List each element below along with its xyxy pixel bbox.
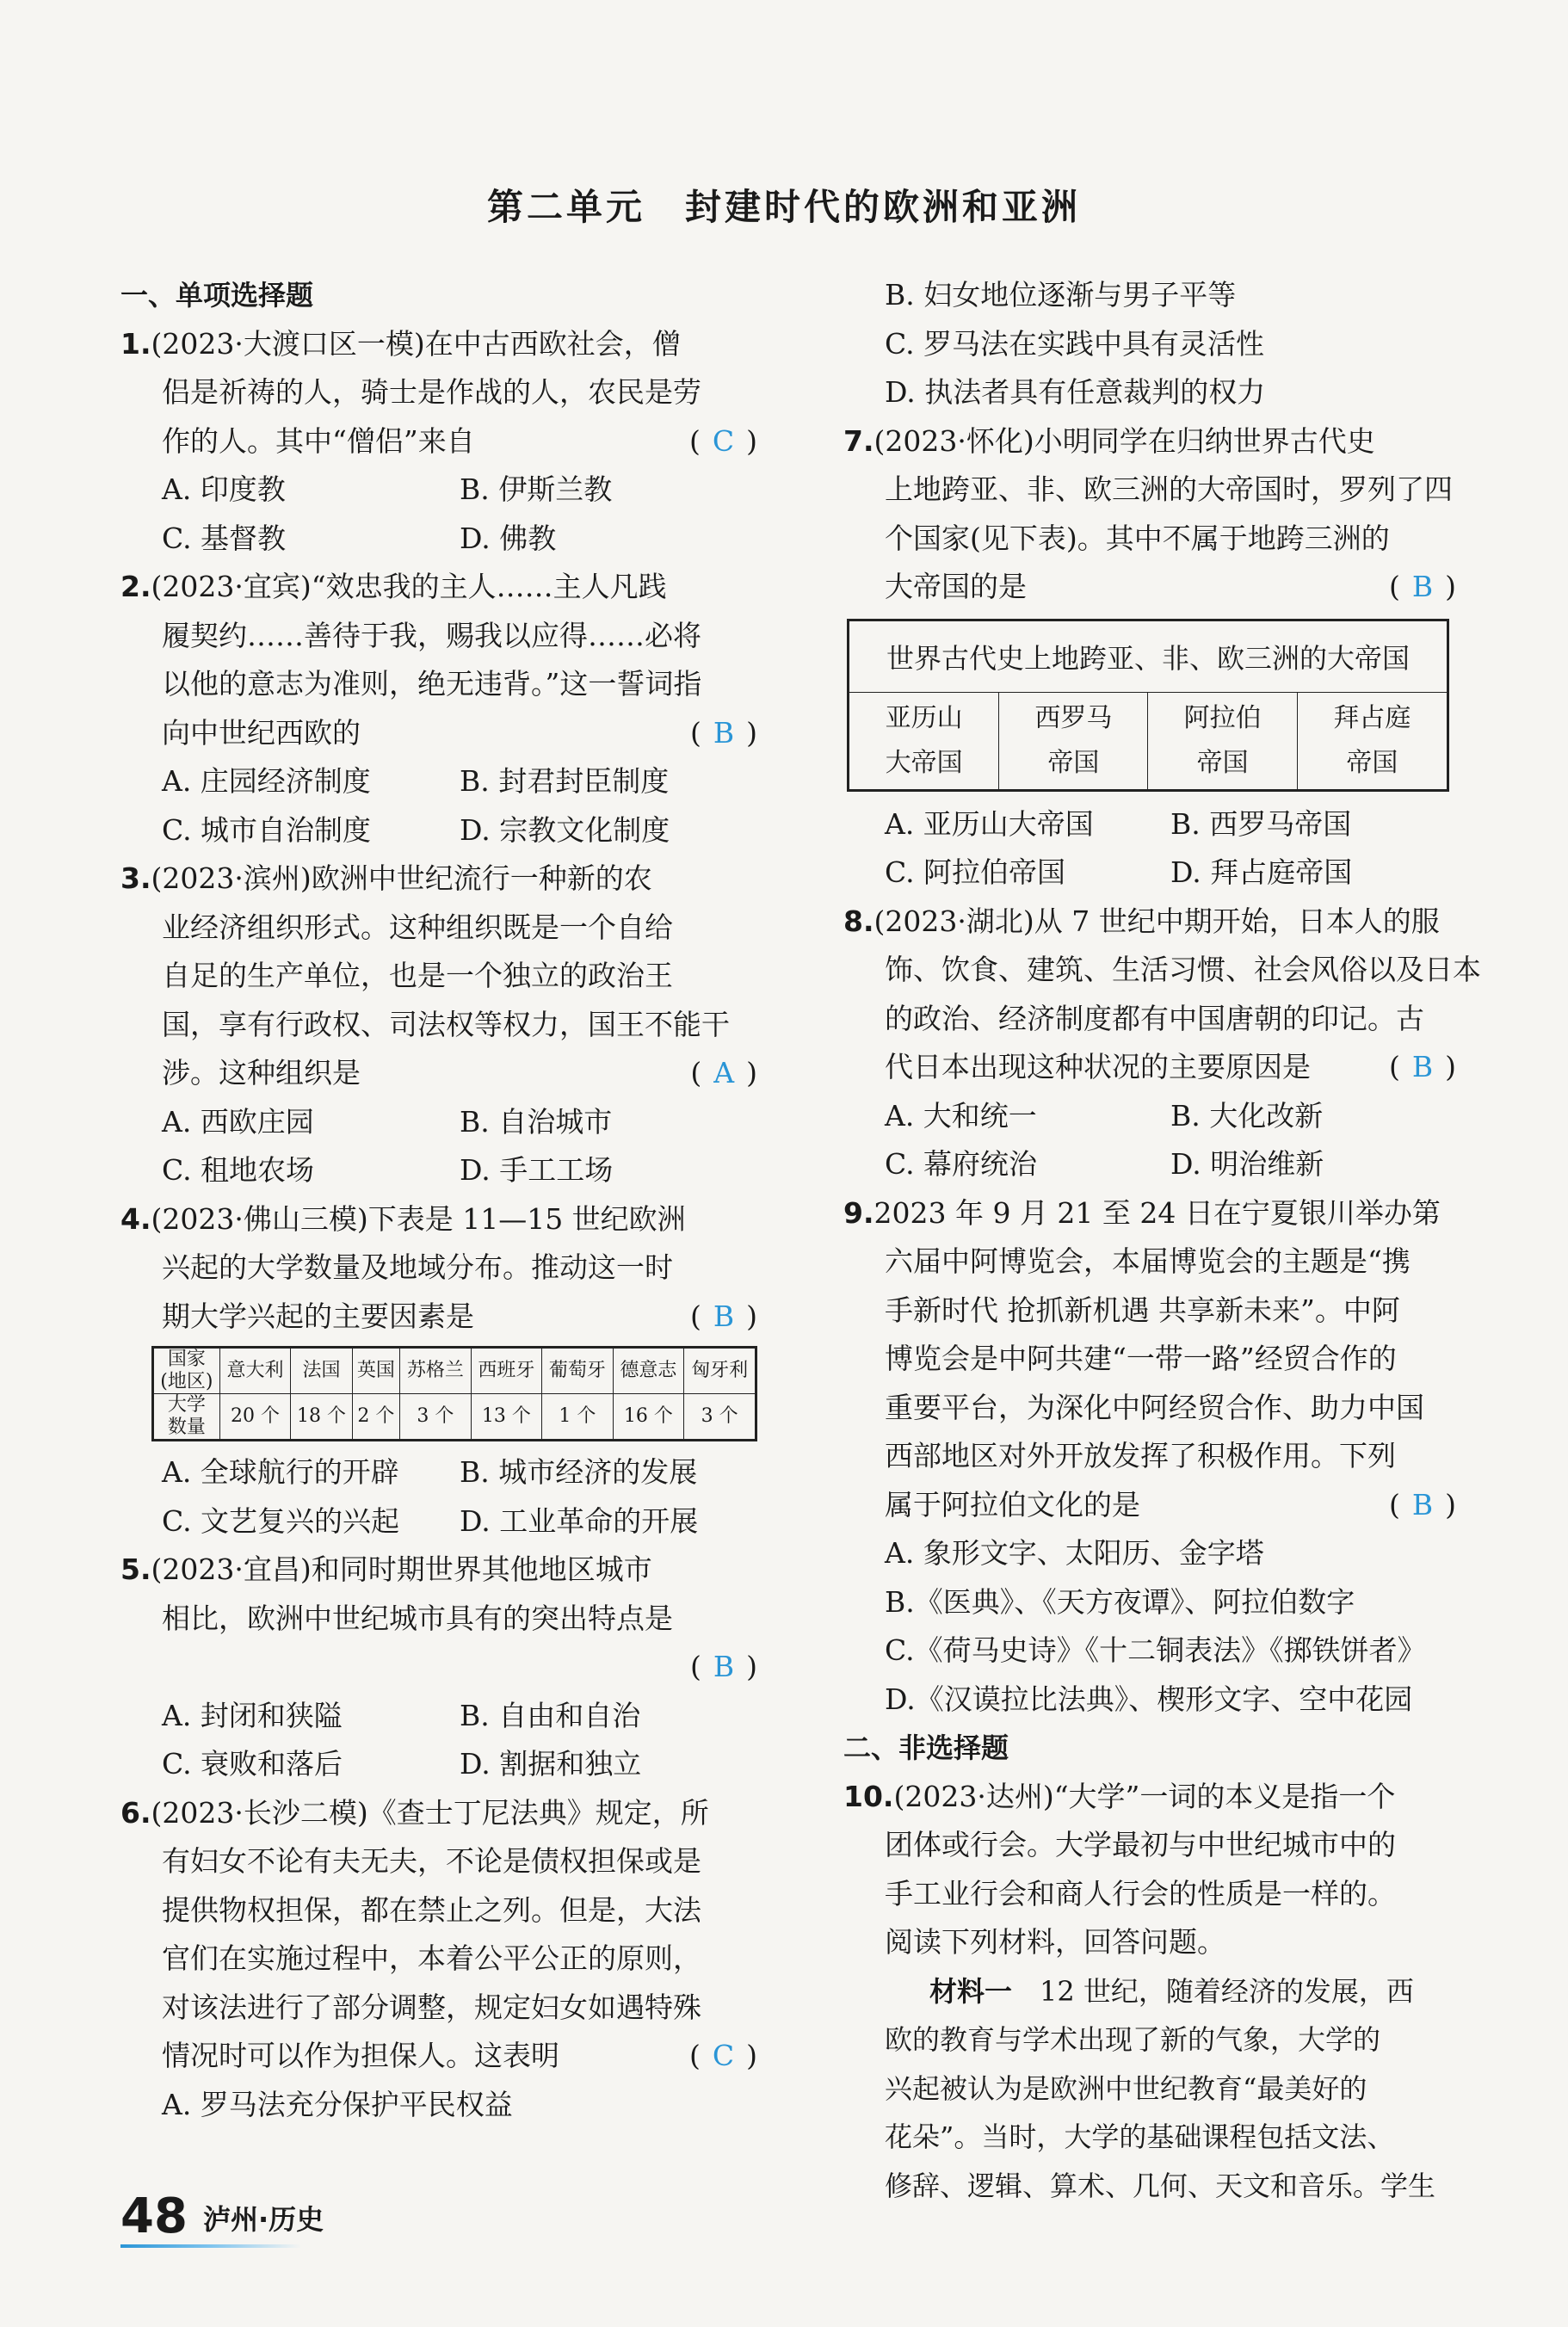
option: C. 租地农场 bbox=[162, 1153, 315, 1187]
options-row bbox=[120, 1497, 757, 1546]
question-6-line: 有妇女不论有夫无夫，不论是债权担保或是 bbox=[162, 1844, 701, 1878]
option: D. 割据和独立 bbox=[460, 1747, 642, 1781]
answer-bracket: ( B ) bbox=[1388, 570, 1456, 603]
table-cell: 英国 bbox=[352, 1348, 399, 1394]
option: D. 手工工场 bbox=[460, 1153, 614, 1187]
question-9-line: 六届中阿博览会，本届博览会的主题是“携 bbox=[885, 1244, 1411, 1278]
options-row bbox=[120, 1448, 757, 1497]
empire-table bbox=[847, 619, 1449, 792]
option: D. 工业革命的开展 bbox=[460, 1503, 699, 1538]
question-8-line: 饰、饮食、建筑、生活习惯、社会风俗以及日本 bbox=[885, 953, 1481, 986]
options-row bbox=[120, 1692, 757, 1741]
option: B. 大化改新 bbox=[1170, 1098, 1324, 1133]
option: C. 基督教 bbox=[162, 521, 287, 555]
question-9-line: 9.2023 年 9 月 21 至 24 日在宁夏银川举办第 bbox=[843, 1195, 1441, 1230]
question-5-line bbox=[120, 1643, 757, 1692]
question-8-line: 8.(2023·湖北)从 7 世纪中期开始，日本人的服 bbox=[843, 904, 1440, 938]
option: C. 阿拉伯帝国 bbox=[885, 855, 1066, 889]
question-1-line: 侣是祈祷的人，骑士是作战的人，农民是劳 bbox=[162, 375, 701, 409]
table-cell: 意大利 bbox=[219, 1348, 291, 1394]
page-footer bbox=[120, 2188, 324, 2244]
options-row bbox=[120, 1740, 757, 1789]
question-7-line: 上地跨亚、非、欧三洲的大帝国时，罗列了四 bbox=[885, 472, 1453, 506]
question-10-line: 手工业行会和商人行会的性质是一样的。 bbox=[885, 1876, 1396, 1910]
option: B. 西罗马帝国 bbox=[1170, 806, 1352, 841]
question-7-line: 个国家(见下表)。其中不属于地跨三洲的 bbox=[885, 521, 1390, 555]
question-3-line: 3.(2023·滨州)欧洲中世纪流行一种新的农 bbox=[120, 861, 652, 895]
table-cell: 德意志 bbox=[613, 1348, 684, 1394]
option: A. 封闭和狭隘 bbox=[162, 1698, 343, 1732]
table-header-cell: 国家 (地区) bbox=[153, 1348, 220, 1394]
question-9-line: 属于阿拉伯文化的是 ( B ) bbox=[843, 1481, 1456, 1530]
option: B. 城市经济的发展 bbox=[460, 1455, 698, 1489]
question-3-line: 国，享有行政权、司法权等权力，国王不能干 bbox=[162, 1007, 730, 1041]
option: C. 衰败和落后 bbox=[162, 1747, 343, 1781]
question-7-line: 7.(2023·怀化)小明同学在归纳世界古代史 bbox=[843, 423, 1375, 458]
table-cell: 葡萄牙 bbox=[542, 1348, 614, 1394]
section-heading-1: 一、单项选择题 bbox=[120, 279, 314, 312]
options-row bbox=[120, 1098, 757, 1147]
options-row bbox=[843, 800, 1456, 849]
answer-value: C bbox=[712, 423, 735, 458]
option: C.《荷马史诗》《十二铜表法》《掷铁饼者》 bbox=[885, 1633, 1426, 1667]
question-number: 2. bbox=[120, 570, 151, 603]
options-row bbox=[120, 757, 757, 806]
table-header-cell: 大学 数量 bbox=[153, 1394, 220, 1441]
table-cell: 20 个 bbox=[219, 1394, 291, 1441]
question-2-line: 向中世纪西欧的 ( B ) bbox=[120, 709, 757, 758]
table-cell: 16 个 bbox=[613, 1394, 684, 1441]
section-heading-2: 二、非选择题 bbox=[843, 1731, 1009, 1764]
options-row bbox=[843, 849, 1456, 898]
page-title: 第二单元 封建时代的欧洲和亚洲 bbox=[486, 186, 1081, 228]
table-cell: 3 个 bbox=[684, 1394, 756, 1441]
question-10-line: 团体或行会。大学最初与中世纪城市中的 bbox=[885, 1828, 1396, 1861]
option: B. 自治城市 bbox=[460, 1104, 613, 1139]
question-number: 10. bbox=[843, 1779, 894, 1813]
question-6-line: 情况时可以作为担保人。这表明 ( C ) bbox=[120, 2032, 757, 2081]
answer-value: B bbox=[713, 1299, 735, 1333]
question-9-line: 西部地区对外开放发挥了积极作用。下列 bbox=[885, 1439, 1396, 1472]
question-number: 6. bbox=[120, 1795, 151, 1830]
answer-bracket: ( C ) bbox=[689, 423, 757, 458]
question-8-line: 的政治、经济制度都有中国唐朝的印记。古 bbox=[885, 1001, 1424, 1035]
brand-underline bbox=[120, 2244, 301, 2248]
answer-bracket: ( B ) bbox=[1388, 1487, 1456, 1522]
table-cell: 1 个 bbox=[542, 1394, 614, 1441]
question-3-line: 涉。这种组织是 ( A ) bbox=[120, 1049, 757, 1098]
material-line: 兴起被认为是欧洲中世纪教育“最美好的 bbox=[885, 2071, 1367, 2105]
answer-value: A bbox=[713, 1056, 735, 1089]
option: B. 伊斯兰教 bbox=[460, 472, 613, 506]
answer-value: B bbox=[1411, 570, 1434, 603]
options-row bbox=[120, 466, 757, 515]
option: D. 拜占庭帝国 bbox=[1170, 855, 1353, 889]
table-cell: 拜占庭 帝国 bbox=[1297, 692, 1448, 790]
table-cell: 18 个 bbox=[291, 1394, 352, 1441]
question-number: 4. bbox=[120, 1201, 151, 1236]
answer-bracket: ( C ) bbox=[689, 2039, 757, 2072]
options-row bbox=[120, 806, 757, 855]
question-10-line: 阅读下列材料，回答问题。 bbox=[885, 1925, 1225, 1959]
right-column bbox=[843, 271, 1481, 2210]
book-brand: 泸州·历史 bbox=[202, 2203, 324, 2236]
answer-bracket: ( B ) bbox=[1388, 1050, 1456, 1083]
option: B.《医典》、《天方夜谭》、阿拉伯数字 bbox=[885, 1584, 1355, 1619]
table-cell: 西罗马 帝国 bbox=[999, 692, 1148, 790]
options-row bbox=[843, 1092, 1456, 1141]
material-line: 材料一 12 世纪，随着经济的发展，西 bbox=[929, 1974, 1414, 2008]
table-cell: 亚历山 大帝国 bbox=[849, 692, 999, 790]
table-row bbox=[153, 1394, 756, 1441]
table-cell: 2 个 bbox=[352, 1394, 399, 1441]
material-line: 修辞、逻辑、算术、几何、天文和音乐。学生 bbox=[885, 2169, 1436, 2202]
question-9-line: 博览会是中阿共建“一带一路”经贸合作的 bbox=[885, 1342, 1397, 1375]
table-row bbox=[849, 620, 1448, 692]
option: A. 象形文字、太阳历、金字塔 bbox=[885, 1536, 1264, 1570]
university-table bbox=[151, 1346, 757, 1441]
question-6-line: 对该法进行了部分调整，规定妇女如遇特殊 bbox=[162, 1990, 701, 2024]
question-10-line: 10.(2023·达州)“大学”一词的本义是指一个 bbox=[843, 1779, 1396, 1813]
option: C. 幕府统治 bbox=[885, 1147, 1038, 1181]
question-5-line: 5.(2023·宜昌)和同时期世界其他地区城市 bbox=[120, 1552, 652, 1586]
option: D. 执法者具有任意裁判的权力 bbox=[885, 375, 1266, 409]
table-cell: 西班牙 bbox=[471, 1348, 542, 1394]
question-number: 5. bbox=[120, 1552, 151, 1586]
option: A. 印度教 bbox=[162, 472, 286, 506]
material-line: 欧的教育与学术出现了新的气象，大学的 bbox=[885, 2023, 1381, 2056]
question-8-line: 代日本出现这种状况的主要原因是 ( B ) bbox=[843, 1043, 1456, 1092]
left-column bbox=[120, 271, 757, 2129]
option: C. 文艺复兴的兴起 bbox=[162, 1503, 400, 1538]
question-number: 3. bbox=[120, 861, 151, 895]
question-number: 8. bbox=[843, 904, 874, 938]
question-1-line: 1.(2023·大渡口区一模)在中古西欧社会，僧 bbox=[120, 326, 681, 361]
option: B. 妇女地位逐渐与男子平等 bbox=[885, 278, 1237, 312]
table-cell: 13 个 bbox=[471, 1394, 542, 1441]
material-line: 花朵”。当时，大学的基础课程包括文法、 bbox=[885, 2120, 1395, 2153]
option: A. 全球航行的开辟 bbox=[162, 1455, 399, 1489]
answer-value: B bbox=[1411, 1487, 1434, 1522]
answer-bracket: ( B ) bbox=[689, 715, 757, 750]
question-2-line: 履契约……善待于我，赐我以应得……必将 bbox=[162, 618, 701, 652]
question-6-line: 提供物权担保，都在禁止之列。但是，大法 bbox=[162, 1892, 701, 1927]
option: A. 大和统一 bbox=[885, 1098, 1037, 1133]
question-4-line: 兴起的大学数量及地域分布。推动这一时 bbox=[162, 1250, 673, 1284]
answer-bracket: ( A ) bbox=[690, 1056, 757, 1089]
question-5-line: 相比，欧洲中世纪城市具有的突出特点是 bbox=[162, 1601, 673, 1635]
question-4-line: 期大学兴起的主要因素是 ( B ) bbox=[120, 1293, 757, 1342]
option: D. 宗教文化制度 bbox=[460, 812, 670, 847]
options-row bbox=[843, 1140, 1456, 1189]
table-cell: 法国 bbox=[291, 1348, 352, 1394]
option: D.《汉谟拉比法典》、楔形文字、空中花园 bbox=[885, 1682, 1413, 1716]
option: C. 城市自治制度 bbox=[162, 812, 372, 847]
question-7-line: 大帝国的是 ( B ) bbox=[843, 563, 1456, 612]
question-9-line: 重要平台，为深化中阿经贸合作、助力中国 bbox=[885, 1390, 1424, 1424]
answer-bracket: ( B ) bbox=[689, 1650, 757, 1683]
option: D. 明治维新 bbox=[1170, 1147, 1324, 1181]
option: A. 罗马法充分保护平民权益 bbox=[162, 2087, 513, 2121]
material-label: 材料一 bbox=[929, 1974, 1013, 2008]
option: A. 庄园经济制度 bbox=[162, 764, 371, 798]
question-number: 7. bbox=[843, 423, 874, 458]
table-row bbox=[153, 1348, 756, 1394]
answer-value: B bbox=[1411, 1050, 1434, 1083]
table-row bbox=[849, 692, 1448, 790]
question-6-line: 官们在实施过程中，本着公平公正的原则， bbox=[162, 1941, 701, 1975]
question-1-line: 作的人。其中“僧侣”来自 ( C ) bbox=[120, 417, 757, 466]
table-header-cell: 世界古代史上地跨亚、非、欧三洲的大帝国 bbox=[849, 620, 1448, 692]
answer-bracket: ( B ) bbox=[689, 1299, 757, 1333]
question-2-line: 以他的意志为准则，绝无违背。”这一誓词指 bbox=[162, 667, 702, 701]
option: A. 西欧庄园 bbox=[162, 1104, 314, 1139]
question-number: 9. bbox=[843, 1195, 874, 1230]
options-row bbox=[120, 515, 757, 564]
answer-value: B bbox=[713, 1650, 735, 1683]
question-3-line: 业经济组织形式。这种组织既是一个自给 bbox=[162, 910, 673, 944]
question-3-line: 自足的生产单位，也是一个独立的政治王 bbox=[162, 959, 673, 992]
option: A. 亚历山大帝国 bbox=[885, 806, 1094, 841]
options-row bbox=[120, 1146, 757, 1195]
answer-value: C bbox=[712, 2039, 735, 2072]
option: B. 封君封臣制度 bbox=[460, 764, 670, 798]
page-number: 48 bbox=[120, 2188, 188, 2244]
table-cell: 阿拉伯 帝国 bbox=[1148, 692, 1297, 790]
option: D. 佛教 bbox=[460, 521, 557, 555]
question-9-line: 手新时代 抢抓新机遇 共享新未来”。中阿 bbox=[885, 1293, 1400, 1327]
table-cell: 苏格兰 bbox=[400, 1348, 472, 1394]
question-4-line: 4.(2023·佛山三模)下表是 11—15 世纪欧洲 bbox=[120, 1201, 686, 1236]
option: C. 罗马法在实践中具有灵活性 bbox=[885, 326, 1265, 361]
table-cell: 3 个 bbox=[400, 1394, 472, 1441]
question-6-line: 6.(2023·长沙二模)《查士丁尼法典》规定，所 bbox=[120, 1795, 709, 1830]
question-2-line: 2.(2023·宜宾)“效忠我的主人……主人凡践 bbox=[120, 570, 667, 603]
table-cell: 匈牙利 bbox=[684, 1348, 756, 1394]
answer-value: B bbox=[713, 715, 735, 750]
option: B. 自由和自治 bbox=[460, 1698, 641, 1732]
question-number: 1. bbox=[120, 326, 151, 361]
